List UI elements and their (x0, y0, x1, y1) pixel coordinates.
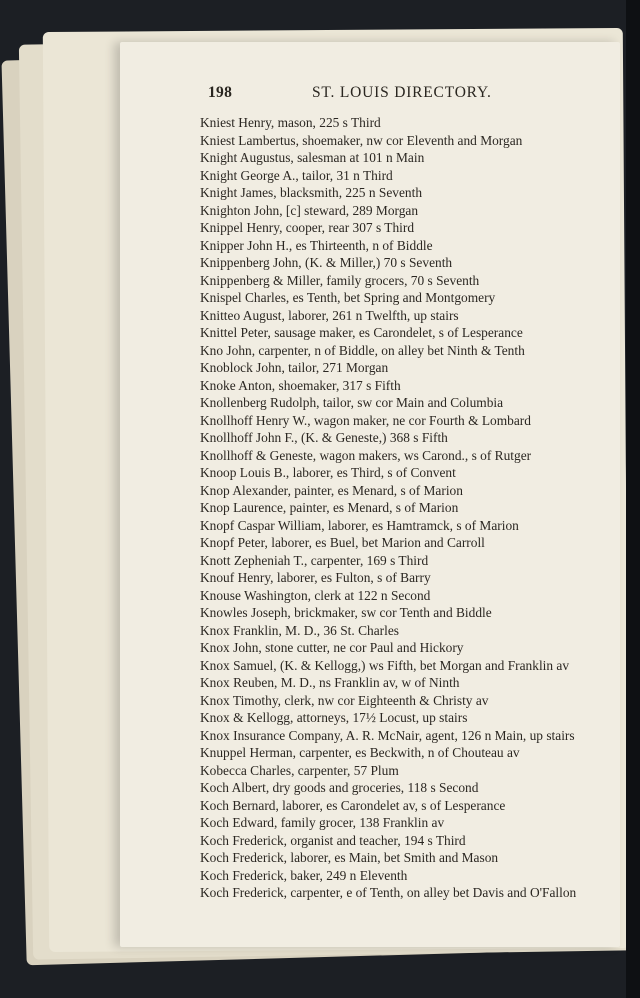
directory-entry: Knollhoff Henry W., wagon maker, ne cor Fourth & Lombard (200, 412, 531, 428)
directory-entry: Knop Alexander, painter, es Menard, s of Marion (200, 482, 463, 498)
directory-entry: Koch Frederick, carpenter, e of Tenth, on alley bet Davis and O'Fallon (200, 885, 577, 900)
directory-entry: Knoop Louis B., laborer, es Third, s of Convent (200, 465, 456, 480)
directory-entry: Knox Insurance Company, A. R. McNair, agent, 126 n Main, up stairs (200, 727, 575, 743)
directory-entry: Knoke Anton, shoemaker, 317 s Fifth (200, 377, 401, 393)
directory-entry: Knitteo August, laborer, 261 n Twelfth, up stairs (200, 307, 459, 323)
directory-entries (200, 114, 605, 902)
directory-entry: Knight George A., tailor, 31 n Third (200, 167, 393, 183)
directory-entry: Koch Edward, family grocer, 138 Franklin av (200, 815, 445, 830)
directory-entry: Knox Franklin, M. D., 36 St. Charles (200, 622, 399, 638)
directory-entry: Knollhoff John F., (K. & Geneste,) 368 s Fifth (200, 430, 448, 445)
directory-entry: Knollenberg Rudolph, tailor, sw cor Main and Columbia (200, 395, 504, 410)
directory-entry: Koch Albert, dry goods and groceries, 118 s Second (200, 780, 479, 795)
directory-entry: Knippenberg & Miller, family grocers, 70 s Seventh (200, 272, 480, 288)
directory-entry: Knowles Joseph, brickmaker, sw cor Tenth and Biddle (200, 605, 492, 620)
directory-entry: Knopf Peter, laborer, es Buel, bet Marion and Carroll (200, 535, 485, 550)
page-number: 198 (208, 84, 233, 101)
directory-entry: Kniest Henry, mason, 225 s Third (200, 115, 381, 130)
page-header (208, 84, 603, 106)
directory-entry: Knispel Charles, es Tenth, bet Spring and Montgomery (200, 290, 496, 305)
directory-entry: Knouf Henry, laborer, es Fulton, s of Barry (200, 570, 431, 585)
directory-entry: Knippenberg John, (K. & Miller,) 70 s Seventh (200, 255, 453, 270)
directory-entry: Knippel Henry, cooper, rear 307 s Third (200, 220, 415, 235)
directory-entry: Knott Zepheniah T., carpenter, 169 s Third (200, 552, 429, 568)
directory-entry: Knop Laurence, painter, es Menard, s of Marion (200, 500, 459, 515)
directory-entry: Knox Reuben, M. D., ns Franklin av, w of Ninth (200, 675, 460, 690)
directory-entry: Knuppel Herman, carpenter, es Beckwith, n of Chouteau av (200, 745, 520, 760)
directory-entry: Knollhoff & Geneste, wagon makers, ws Carond., s of Rutger (200, 447, 532, 463)
directory-entry: Knox & Kellogg, attorneys, 17½ Locust, up stairs (200, 710, 468, 725)
directory-entry: Knight Augustus, salesman at 101 n Main (200, 150, 425, 165)
directory-entry: Knipper John H., es Thirteenth, n of Biddle (200, 237, 433, 253)
directory-entry: Knox John, stone cutter, ne cor Paul and Hickory (200, 640, 464, 655)
directory-entry: Kno John, carpenter, n of Biddle, on alley bet Ninth & Tenth (200, 342, 525, 358)
directory-entry: Kniest Lambertus, shoemaker, nw cor Eleventh and Morgan (200, 132, 523, 148)
directory-entry: Knighton John, [c] steward, 289 Morgan (200, 202, 419, 218)
directory-entry: Kobecca Charles, carpenter, 57 Plum (200, 762, 399, 778)
directory-entry: Knouse Washington, clerk at 122 n Second (200, 587, 431, 603)
directory-entry: Knopf Caspar William, laborer, es Hamtramck, s of Marion (200, 517, 519, 533)
directory-entry: Koch Frederick, laborer, es Main, bet Smith and Mason (200, 850, 499, 865)
directory-entry: Knittel Peter, sausage maker, es Carondelet, s of Lesperance (200, 325, 523, 340)
background-edge (626, 0, 640, 998)
directory-entry: Koch Bernard, laborer, es Carondelet av, s of Lesperance (200, 797, 506, 813)
directory-entry: Koch Frederick, organist and teacher, 194 s Third (200, 832, 466, 848)
directory-entry: Knoblock John, tailor, 271 Morgan (200, 360, 389, 375)
directory-entry: Knight James, blacksmith, 225 n Seventh (200, 185, 423, 200)
directory-entry: Knox Samuel, (K. & Kellogg,) ws Fifth, bet Morgan and Franklin av (200, 657, 570, 673)
directory-entry: Koch Frederick, baker, 249 n Eleventh (200, 867, 408, 883)
running-title: ST. LOUIS DIRECTORY. (312, 84, 492, 101)
directory-entry: Knox Timothy, clerk, nw cor Eighteenth & Christy av (200, 692, 489, 708)
